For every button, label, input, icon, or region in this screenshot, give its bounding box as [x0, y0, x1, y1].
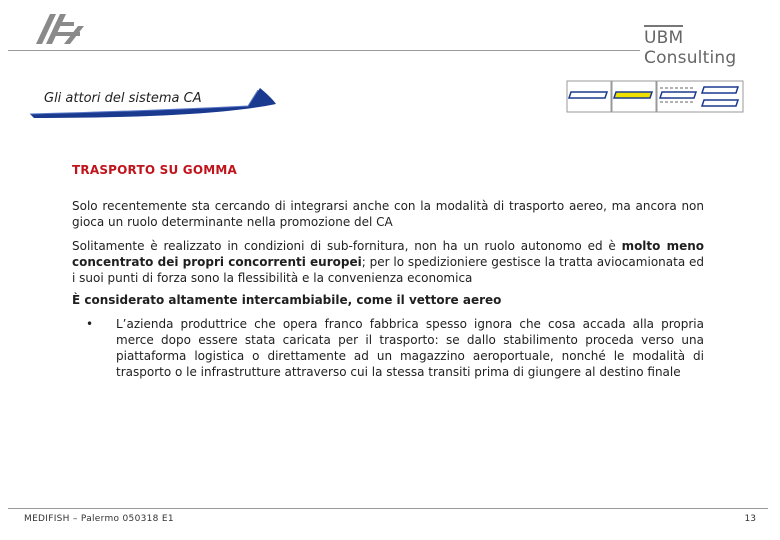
brand-suffix: Consulting — [644, 48, 737, 68]
paragraph-2-text-c: ; per lo spedizioniere gestisce la tratta aviocamionata ed i suoi punti di forza sono la flessibilità e la convenienza economica — [72, 255, 705, 285]
slide-body — [72, 198, 704, 380]
bullet-marker: • — [86, 317, 94, 331]
footer-rule — [8, 508, 768, 509]
section-nav-tabs — [566, 80, 744, 114]
paragraph-2-emphasis: molto meno concentrato dei propri concorrenti europei — [72, 239, 705, 269]
bullet-text: L’azienda produttrice che opera franco fabbrica spesso ignora che cosa accada alla propria merce dopo essere stata caricata per il trasporto: se dallo stabilimento proceda verso una piattaforma logistica o direttamente ad un magazzino aeroportuale, nonché le modalità di trasporto o le infrastrutture attraverso cui la stessa transiti prima di giungere al destino finale — [116, 317, 704, 379]
nav-tab-1[interactable] — [569, 92, 607, 98]
section-title: Gli attori del sistema CA — [44, 91, 202, 106]
bullet-item — [72, 316, 704, 380]
paragraph-2-text-a: Solitamente è realizzato in condizioni di sub-fornitura, non ha un ruolo autonomo ed è — [72, 239, 622, 253]
company-logo — [34, 12, 86, 46]
footer-reference: MEDIFISH – Palermo 050318 E1 — [24, 514, 174, 524]
brand-prefix: UBM — [644, 25, 683, 48]
paragraph-2 — [72, 238, 704, 286]
page-number: 13 — [744, 514, 756, 524]
slide-heading: TRASPORTO SU GOMMA — [72, 163, 238, 177]
brand-name — [644, 28, 780, 68]
paragraph-1: Solo recentemente sta cercando di integrarsi anche con la modalità di trasporto aereo, ma ancora non gioca un ruolo determinante nella promozione del CA — [72, 199, 704, 229]
paragraph-3: È considerato altamente intercambiabile, come il vettore aereo — [72, 293, 502, 307]
nav-tab-2-active[interactable] — [614, 92, 652, 98]
header-rule — [8, 50, 640, 51]
